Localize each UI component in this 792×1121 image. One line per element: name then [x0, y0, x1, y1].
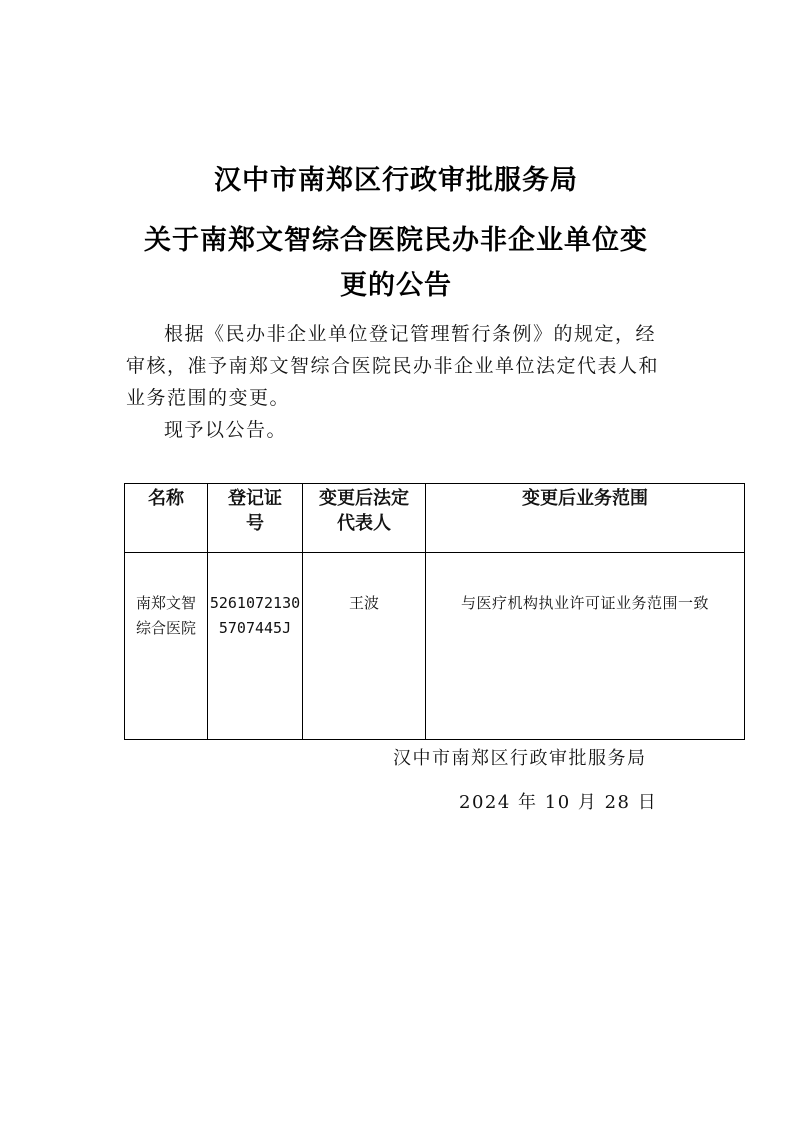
header-reg-line-2: 号 — [246, 513, 264, 534]
header-name-label: 名称 — [148, 488, 184, 509]
header-scope-label: 变更后业务范围 — [522, 488, 648, 509]
title-line-2: 关于南郑文智综合医院民办非企业单位变 — [144, 225, 648, 256]
cell-reg-line-2: 5707445J — [218, 619, 292, 637]
cell-name-line-1: 南郑文智 — [135, 594, 196, 612]
header-registration-number — [208, 484, 303, 553]
notice-paragraph: 根据《民办非企业单位登记管理暂行条例》的规定，经审核，准予南郑文智综合医院民办非企业单位法定代表人和业务范围的变更。 — [126, 323, 660, 409]
header-legal-representative — [303, 484, 426, 553]
header-reg-line-1: 登记证 — [228, 488, 282, 509]
signature-date: 2024 年 10 月 28 日 — [459, 792, 658, 813]
table-header-row — [125, 484, 745, 553]
cell-rep-value: 王波 — [348, 594, 379, 612]
header-business-scope — [426, 484, 745, 553]
cell-registration-number — [208, 553, 303, 740]
cell-name — [125, 553, 208, 740]
title-line-3: 更的公告 — [340, 270, 452, 301]
cell-scope-value: 与医疗机构执业许可证业务范围一致 — [460, 594, 709, 612]
cell-legal-representative — [303, 553, 426, 740]
title-line-1: 汉中市南郑区行政审批服务局 — [214, 165, 578, 196]
table-row — [125, 553, 745, 740]
header-rep-line-2: 代表人 — [337, 513, 391, 534]
cell-name-line-2: 综合医院 — [135, 619, 196, 637]
header-name — [125, 484, 208, 553]
cell-business-scope — [426, 553, 745, 740]
header-rep-line-1: 变更后法定 — [319, 488, 409, 509]
signature-organization: 汉中市南郑区行政审批服务局 — [393, 748, 647, 769]
change-table — [124, 483, 745, 740]
announcement-paragraph: 现予以公告。 — [164, 419, 288, 441]
cell-reg-line-1: 5261072130 — [209, 594, 301, 612]
